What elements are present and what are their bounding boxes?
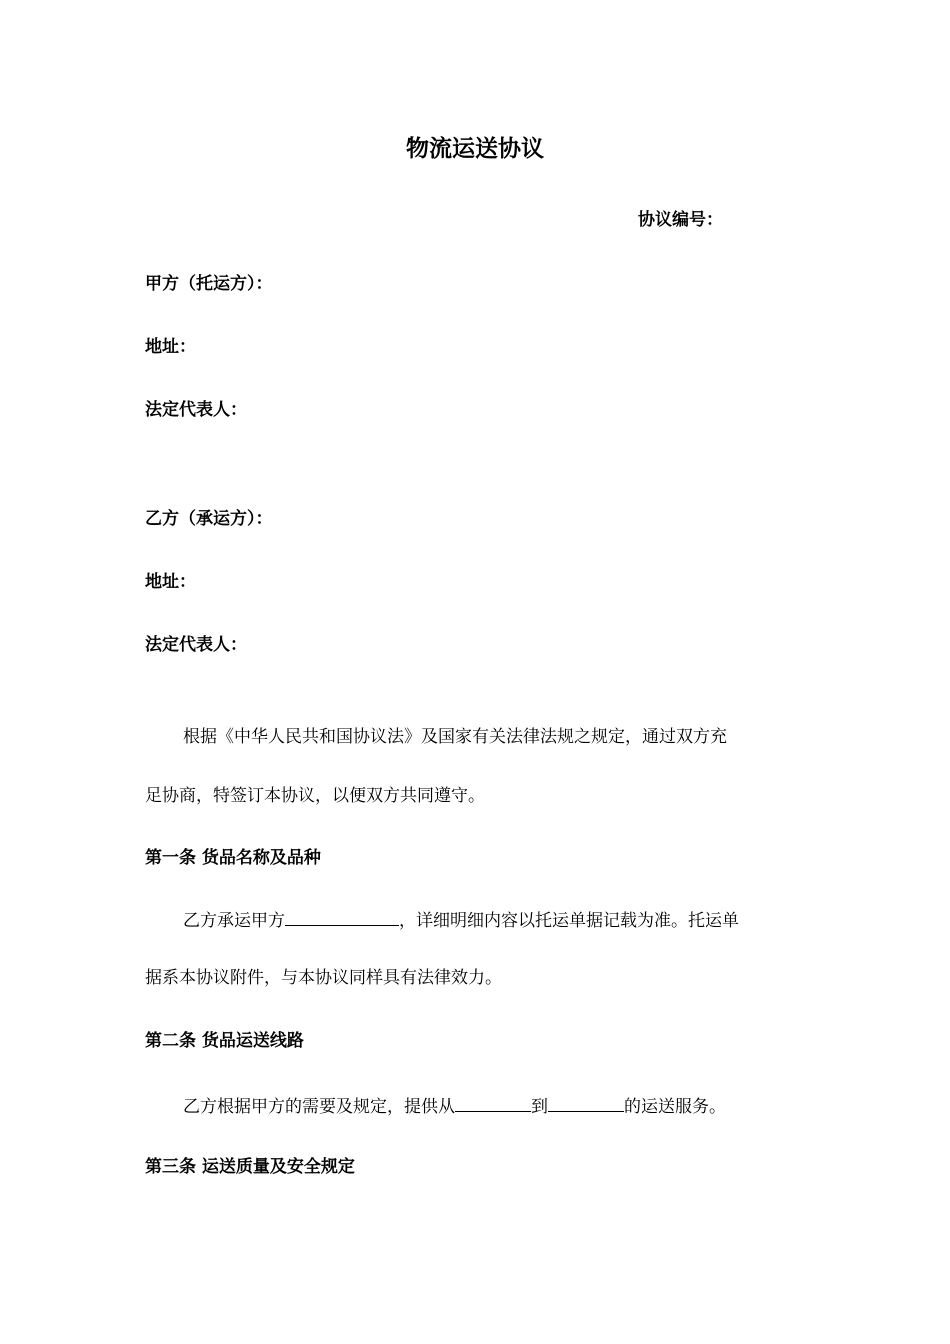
preamble-line-1: 根据《中华人民共和国协议法》及国家有关法律法规之规定，通过双方充 — [183, 727, 727, 747]
article-1-heading: 第一条 货品名称及品种 — [145, 848, 321, 868]
document-title: 物流运送协议 — [406, 135, 544, 162]
article-2-text-middle: 到 — [531, 1097, 548, 1117]
article-1-text-before: 乙方承运甲方 — [183, 911, 285, 931]
article-3-heading: 第三条 运送质量及安全规定 — [145, 1157, 355, 1177]
origin-blank-field — [455, 1093, 531, 1112]
destination-blank-field — [548, 1093, 624, 1112]
preamble-line-2: 足协商，特签订本协议，以便双方共同遵守。 — [145, 786, 485, 806]
party-a-label: 甲方（托运方）： — [145, 274, 273, 294]
party-a-representative-label: 法定代表人： — [145, 400, 247, 420]
article-2-heading: 第二条 货品运送线路 — [145, 1031, 304, 1051]
party-a-address-label: 地址： — [145, 337, 196, 357]
goods-blank-field — [285, 907, 399, 926]
article-1-text-after: ，详细明细内容以托运单据记载为准。托运单 — [399, 911, 739, 931]
article-2-text-before: 乙方根据甲方的需要及规定，提供从 — [183, 1097, 455, 1117]
party-b-representative-label: 法定代表人： — [145, 635, 247, 655]
party-b-address-label: 地址： — [145, 572, 196, 592]
article-2-line — [183, 1093, 726, 1119]
article-1-line-2: 据系本协议附件，与本协议同样具有法律效力。 — [145, 968, 502, 988]
agreement-number-label: 协议编号： — [638, 210, 723, 230]
article-2-text-after: 的运送服务。 — [624, 1097, 726, 1117]
article-1-line-1 — [183, 907, 739, 933]
party-b-label: 乙方（承运方）： — [145, 509, 273, 529]
